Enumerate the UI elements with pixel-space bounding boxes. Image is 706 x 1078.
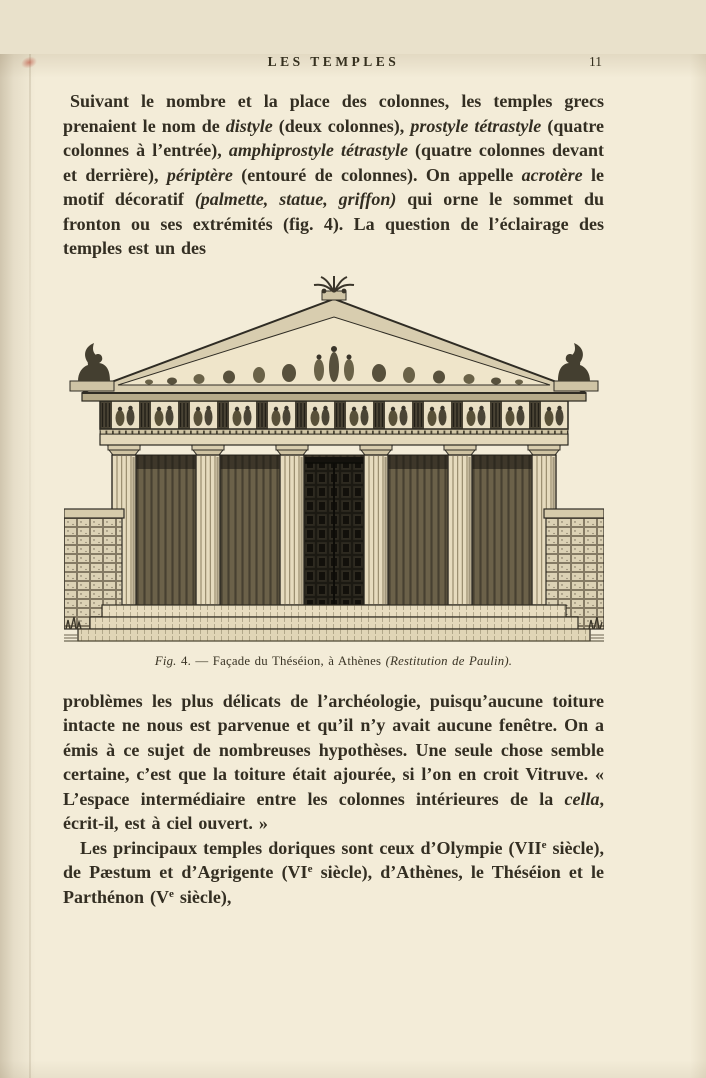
figure-caption [63, 654, 604, 669]
paragraph-eclairage [63, 689, 604, 836]
text-run: (deux colonnes), [272, 115, 411, 136]
text-run: (quatre colonnes à l’entrée), [63, 115, 604, 160]
term-palmette: (palmette, statue, griffon) [194, 189, 397, 209]
page-header [63, 54, 604, 70]
superscript-e: e [169, 887, 174, 900]
book-page [0, 54, 706, 1078]
text-run: siècle), de Pæstum et d’Agrigente (VI [63, 837, 604, 882]
superscript-e: e [541, 838, 547, 851]
text-column [63, 89, 604, 909]
figure-4 [63, 275, 604, 669]
term-prostyle: prostyle tétrastyle [410, 115, 542, 136]
temple-engraving [64, 275, 604, 645]
page-crease [29, 54, 31, 1078]
text-run: (entouré de colonnes). On appelle [232, 164, 522, 185]
superscript-e: e [307, 863, 313, 875]
text-run: Suivant le nombre et la place des colonnes, les temples grecs prenaient le nom de [63, 91, 604, 136]
caption-credit: (Restitution de Paulin). [385, 653, 513, 668]
running-title: LES TEMPLES [267, 54, 400, 69]
text-run: problèmes les plus délicats de l’archéologie, puisqu’aucune toiture intacte ne nous est parvenue et qu’il n’y avait aucune fenêtre. On a émis à ce sujet de nombreuses hypothèses. Une seule chose semble certaine, c’est que la toiture était ajourée, si l’on en croit Vitruve. « L’espace intermédiaire entre les colonnes intérieures de la [63, 690, 604, 809]
text-run: le motif décoratif [63, 164, 604, 209]
paragraph-column-types [63, 89, 604, 261]
text-run: qui orne le sommet du fronton ou ses extrémités (fig. 4). La question de l’éclairage des temples est un des [63, 189, 604, 258]
term-acrotere: acrotère [521, 164, 583, 185]
term-amphiprostyle: amphiprostyle tétrastyle [228, 140, 408, 160]
term-periptere: périptère [166, 164, 233, 185]
term-cella: cella [564, 788, 600, 809]
caption-text: Façade du Théséion, à Athènes [212, 653, 386, 668]
term-distyle: distyle [225, 115, 273, 136]
text-run: Les principaux temples doriques sont ceux d’Olympie (VII [80, 837, 542, 858]
text-run: , écrit-il, est à ciel ouvert. » [63, 788, 604, 833]
text-run: siècle), [173, 886, 232, 907]
text-run: (quatre colonnes devant et derrière), [63, 140, 604, 185]
caption-fig-label: Fig. [154, 653, 177, 668]
scan-mark [20, 55, 39, 70]
page-number: 11 [589, 54, 602, 69]
caption-number: 4. — [176, 653, 213, 668]
paragraph-temples-doriques [63, 836, 604, 910]
text-run: siècle), d’Athènes, le Théséion et le Parthénon (V [63, 862, 605, 907]
